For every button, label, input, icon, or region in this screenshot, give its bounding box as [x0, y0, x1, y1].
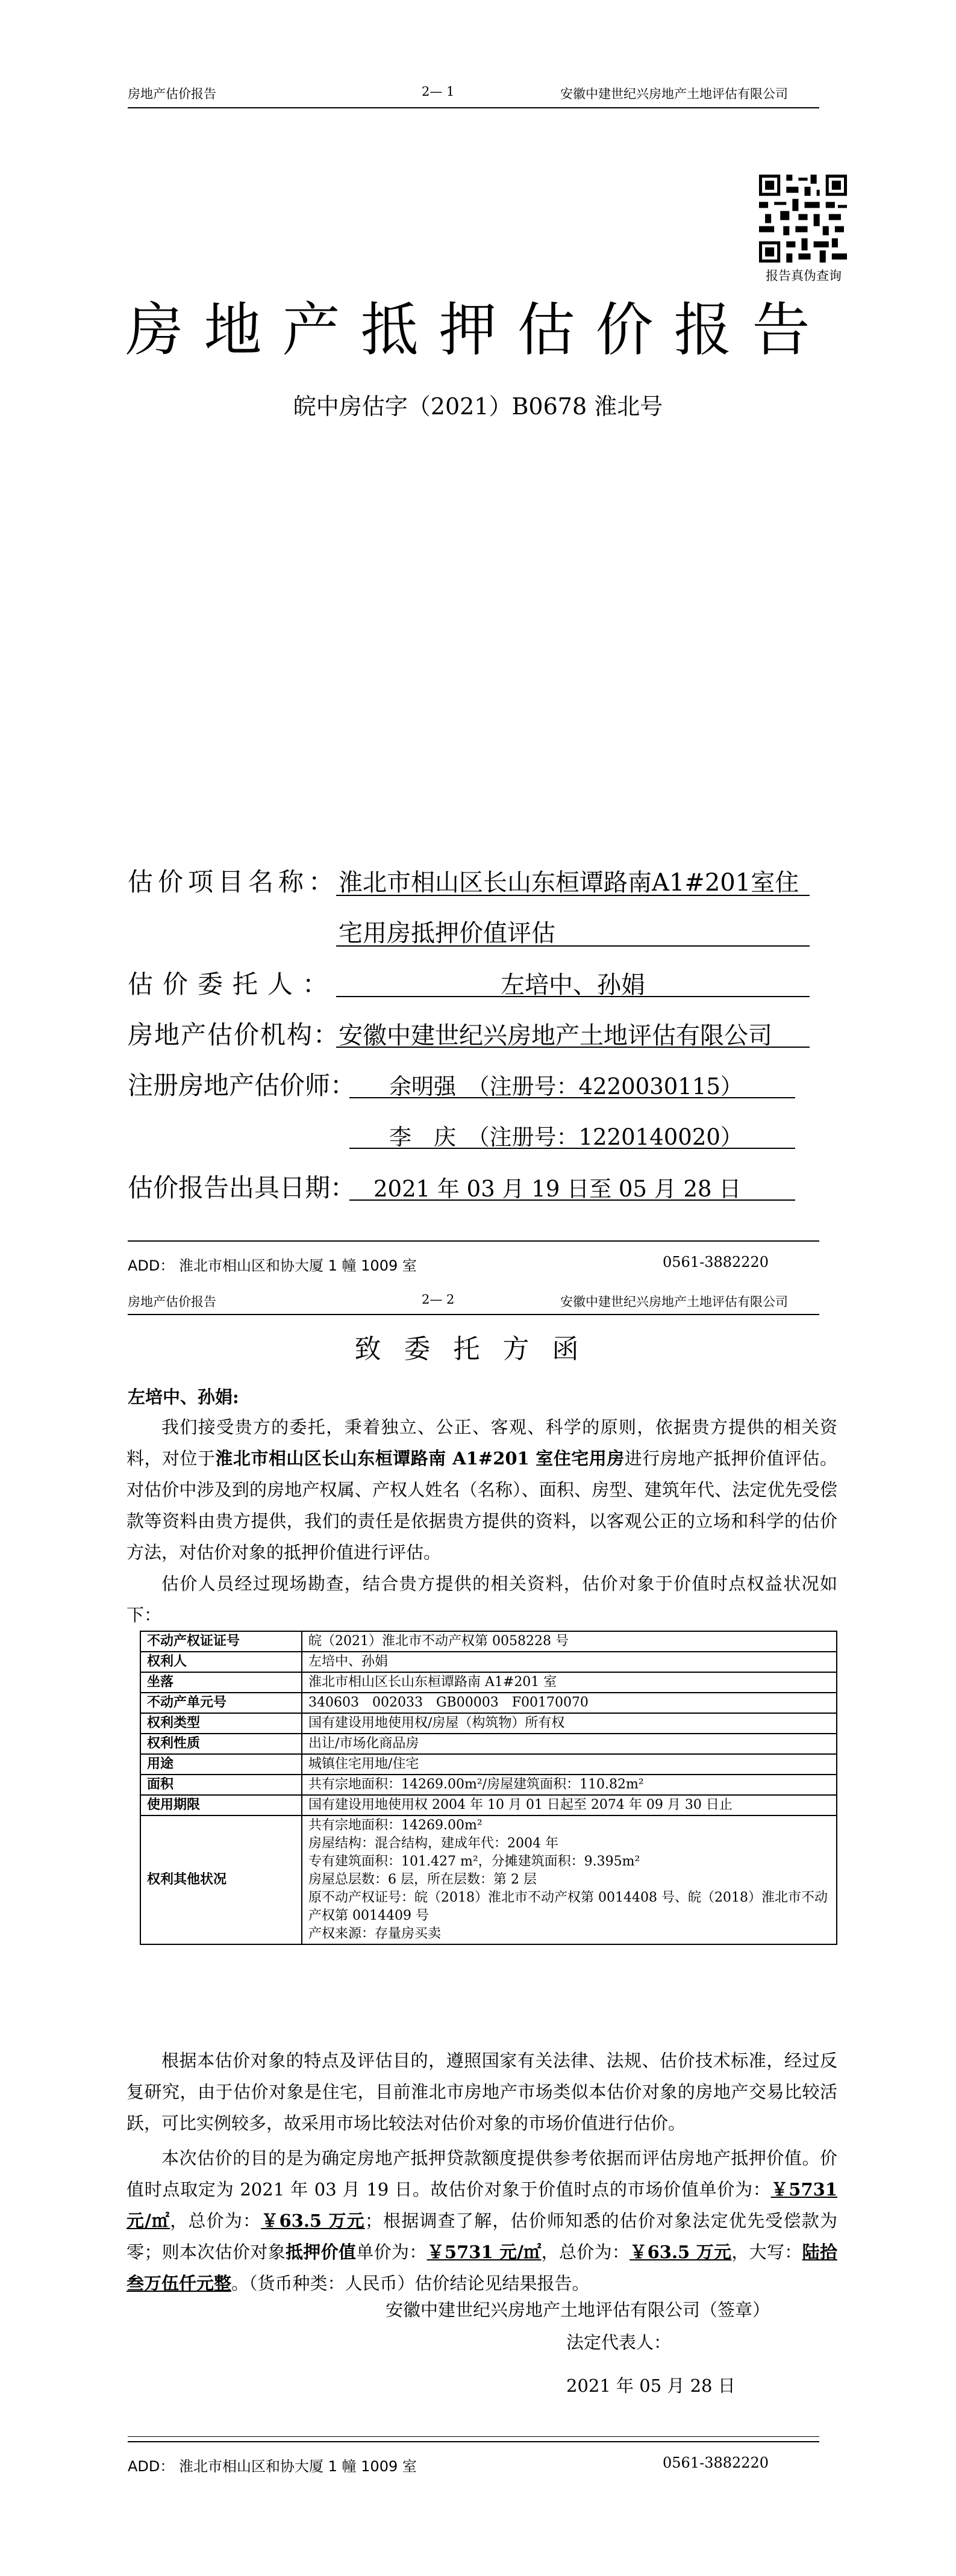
- table-row: [140, 1693, 837, 1713]
- paragraph-4: [127, 2142, 837, 2299]
- client-value: 左培中、孙娟: [501, 971, 645, 999]
- table-key: 不动产单元号: [140, 1693, 302, 1713]
- unit-price: ￥5731 元/㎡: [127, 2179, 837, 2231]
- underline: [349, 1097, 795, 1098]
- table-key: 使用期限: [140, 1795, 302, 1815]
- agency-label: 房地产估价机构：: [128, 1020, 340, 1050]
- paragraph-2: 估价人员经过现场勘查，结合贵方提供的相关资料，估价对象于价值时点权益状况如下：: [127, 1573, 837, 1625]
- footer-address: ADD： 淮北市相山区和协大厦 1 幢 1009 室: [128, 1257, 417, 1274]
- table-value: [302, 1713, 837, 1734]
- footer-address: ADD： 淮北市相山区和协大厦 1 幢 1009 室: [128, 2458, 417, 2475]
- table-key: 权利类型: [140, 1713, 302, 1734]
- table-row: [140, 1815, 837, 1944]
- table-key: 面积: [140, 1775, 302, 1795]
- table-key: 不动产权证证号: [140, 1631, 302, 1652]
- table-value-line: 共有宗地面积：14269.00m²: [308, 1818, 483, 1833]
- table-value: [302, 1631, 837, 1652]
- header-left: 房地产估价报告: [128, 1295, 216, 1309]
- project-name-label: 估价项目名称：: [128, 867, 339, 897]
- table-key: 权利性质: [140, 1734, 302, 1754]
- footer-rule: [128, 2441, 819, 2442]
- total-in-words: 陆拾叁万伍仟元整: [127, 2242, 837, 2294]
- legal-representative: 法定代表人：: [566, 2332, 672, 2353]
- table-row: [140, 1672, 837, 1693]
- header-right: 安徽中建世纪兴房地产土地评估有限公司: [560, 87, 788, 101]
- table-value-line: 专有建筑面积：101.427 m²，分摊建筑面积：9.395m²: [308, 1854, 640, 1869]
- table-row: [140, 1795, 837, 1815]
- table-value: [302, 1693, 837, 1713]
- table-value: [302, 1652, 837, 1672]
- agency-value: 安徽中建世纪兴房地产土地评估有限公司: [339, 1022, 772, 1050]
- p4-text-c: ；根据调查了解，估价师知悉的估价对象法定优先受偿款为零；则本次估价对象: [127, 2210, 837, 2262]
- table-value-line: 340603 002033 GB00003 F00170070: [308, 1695, 589, 1710]
- table-row: [140, 1652, 837, 1672]
- underline: [336, 945, 810, 947]
- report-title: 房地产抵押估价报告: [125, 296, 831, 364]
- table-value: [302, 1754, 837, 1775]
- table-value-line: 房屋结构：混合结构，建成年代：2004 年: [308, 1836, 558, 1851]
- table-value-line: 国有建设用地使用权 2004 年 10 月 01 日起至 2074 年 09 月 30 日止: [308, 1797, 733, 1812]
- header-page-number: 2— 1: [422, 84, 455, 99]
- letter-title: 致委托方函: [354, 1334, 602, 1364]
- header-left: 房地产估价报告: [128, 87, 216, 101]
- qr-code-icon[interactable]: [759, 175, 847, 263]
- footer-phone: 0561-3882220: [663, 1254, 769, 1271]
- paragraph-1: [127, 1411, 837, 1568]
- header-rule: [128, 1314, 819, 1315]
- p1-property-address: 淮北市相山区长山东桓谭路南 A1#201 室住宅用房: [215, 1448, 625, 1469]
- qr-caption: 报告真伪查询: [766, 269, 842, 283]
- header-page-number: 2— 2: [422, 1292, 455, 1307]
- p4-text-d: 单价为：: [356, 2242, 427, 2262]
- underline: [336, 996, 810, 997]
- footer-rule: [128, 1240, 819, 1242]
- report-number: 皖中房估字（2021）B0678 淮北号: [293, 393, 663, 420]
- header-rule: [128, 107, 819, 108]
- p4-text-a: 本次估价的目的是为确定房地产抵押贷款额度提供参考依据而评估房地产抵押价值。价值时点取定为 2021 年 03 月 19 日。故估价对象于价值时点的市场价值单价为：: [127, 2148, 837, 2200]
- table-key: 权利其他状况: [140, 1815, 302, 1944]
- table-row: [140, 1734, 837, 1754]
- table-value: [302, 1734, 837, 1754]
- p1-text-a: 我们接受贵方的委托，秉着独立、公正、客观、科学的原则，依据贵方提供的相关资料，对位于: [127, 1417, 837, 1469]
- rights-table: [140, 1631, 837, 1945]
- report-date-label: 估价报告出具日期：: [128, 1173, 356, 1202]
- table-value-line: 房屋总层数：6 层，所在层数：第 2 层: [308, 1872, 537, 1887]
- underline: [349, 1199, 795, 1201]
- table-value-line: 淮北市相山区长山东桓谭路南 A1#201 室: [308, 1675, 557, 1690]
- table-key: 坐落: [140, 1672, 302, 1693]
- p4-text-f: ，大写：: [731, 2242, 802, 2262]
- p1-text-c: 进行房地产抵押价值评估。对估价中涉及到的房地产权属、产权人姓名（名称）、面积、房型、建筑年代、法定优先受偿款等资料由贵方提供，我们的责任是依据贵方提供的资料，以客观公正的立场和科学的估价方法，对估价对象的抵押价值进行评估。: [127, 1448, 837, 1563]
- mortgage-value-label: 抵押价值: [285, 2242, 357, 2262]
- footer-phone: 0561-3882220: [663, 2454, 769, 2471]
- mortgage-unit-price: ￥5731 元/㎡: [426, 2242, 542, 2262]
- project-name-value-1: 淮北市相山区长山东桓谭路南A1#201室住: [339, 869, 799, 897]
- table-value-line: 国有建设用地使用权/房屋（构筑物）所有权: [308, 1716, 565, 1731]
- header-right: 安徽中建世纪兴房地产土地评估有限公司: [560, 1295, 788, 1309]
- table-value: [302, 1775, 837, 1795]
- table-value: [302, 1815, 837, 1944]
- table-value-line: 原不动产权证号：皖（2018）淮北市不动产权第 0014408 号、皖（2018）淮北市不动产权第 0014409 号: [308, 1890, 828, 1923]
- table-value: [302, 1795, 837, 1815]
- table-value-line: 出让/市场化商品房: [308, 1736, 419, 1751]
- appraiser-1: 余明强 （注册号：4220030115）: [389, 1074, 743, 1100]
- table-row: [140, 1631, 837, 1652]
- total-price: ￥63.5 万元: [261, 2210, 365, 2231]
- table-value-line: 产权来源：存量房买卖: [308, 1926, 442, 1941]
- mortgage-total-price: ￥63.5 万元: [630, 2242, 732, 2262]
- underline: [349, 1148, 795, 1149]
- table-key: 权利人: [140, 1652, 302, 1672]
- appraiser-label: 注册房地产估价师：: [128, 1071, 356, 1100]
- p4-text-g: 。（货币种类：人民币）估价结论见结果报告。: [231, 2273, 590, 2294]
- project-name-value-2: 宅用房抵押价值评估: [339, 919, 555, 947]
- report-date-value: 2021 年 03 月 19 日至 05 月 28 日: [373, 1176, 742, 1202]
- table-value-line: 皖（2021）淮北市不动产权第 0058228 号: [308, 1634, 569, 1649]
- table-key: 用途: [140, 1754, 302, 1775]
- p4-text-b: ，总价为：: [170, 2210, 261, 2231]
- signature-company: 安徽中建世纪兴房地产土地评估有限公司（签章）: [386, 2300, 770, 2320]
- client-label: 估价委托人：: [128, 969, 338, 999]
- paragraph-3: 根据本估价对象的特点及评估目的，遵照国家有关法律、法规、估价技术标准，经过反复研究，由于估价对象是住宅，目前淮北市房地产市场类似本估价对象的房地产交易比较活跃，可比实例较多，故采用市场比较法对估价对象的市场价值进行估价。: [127, 2050, 837, 2133]
- appraiser-2: 李 庆 （注册号：1220140020）: [389, 1124, 743, 1150]
- table-row: [140, 1713, 837, 1734]
- salutation: 左培中、孙娟:: [128, 1387, 239, 1407]
- table-value-line: 城镇住宅用地/住宅: [308, 1756, 419, 1772]
- table-row: [140, 1775, 837, 1795]
- p4-text-e: ，总价为：: [541, 2242, 630, 2262]
- underline: [336, 895, 810, 896]
- table-row: [140, 1754, 837, 1775]
- signature-date: 2021 年 05 月 28 日: [566, 2375, 736, 2396]
- table-value-line: 左培中、孙娟: [308, 1654, 389, 1669]
- table-value-line: 共有宗地面积：14269.00m²/房屋建筑面积：110.82m²: [308, 1777, 644, 1792]
- footer-rule: [128, 2436, 819, 2437]
- table-value: [302, 1672, 837, 1693]
- underline: [336, 1047, 810, 1048]
